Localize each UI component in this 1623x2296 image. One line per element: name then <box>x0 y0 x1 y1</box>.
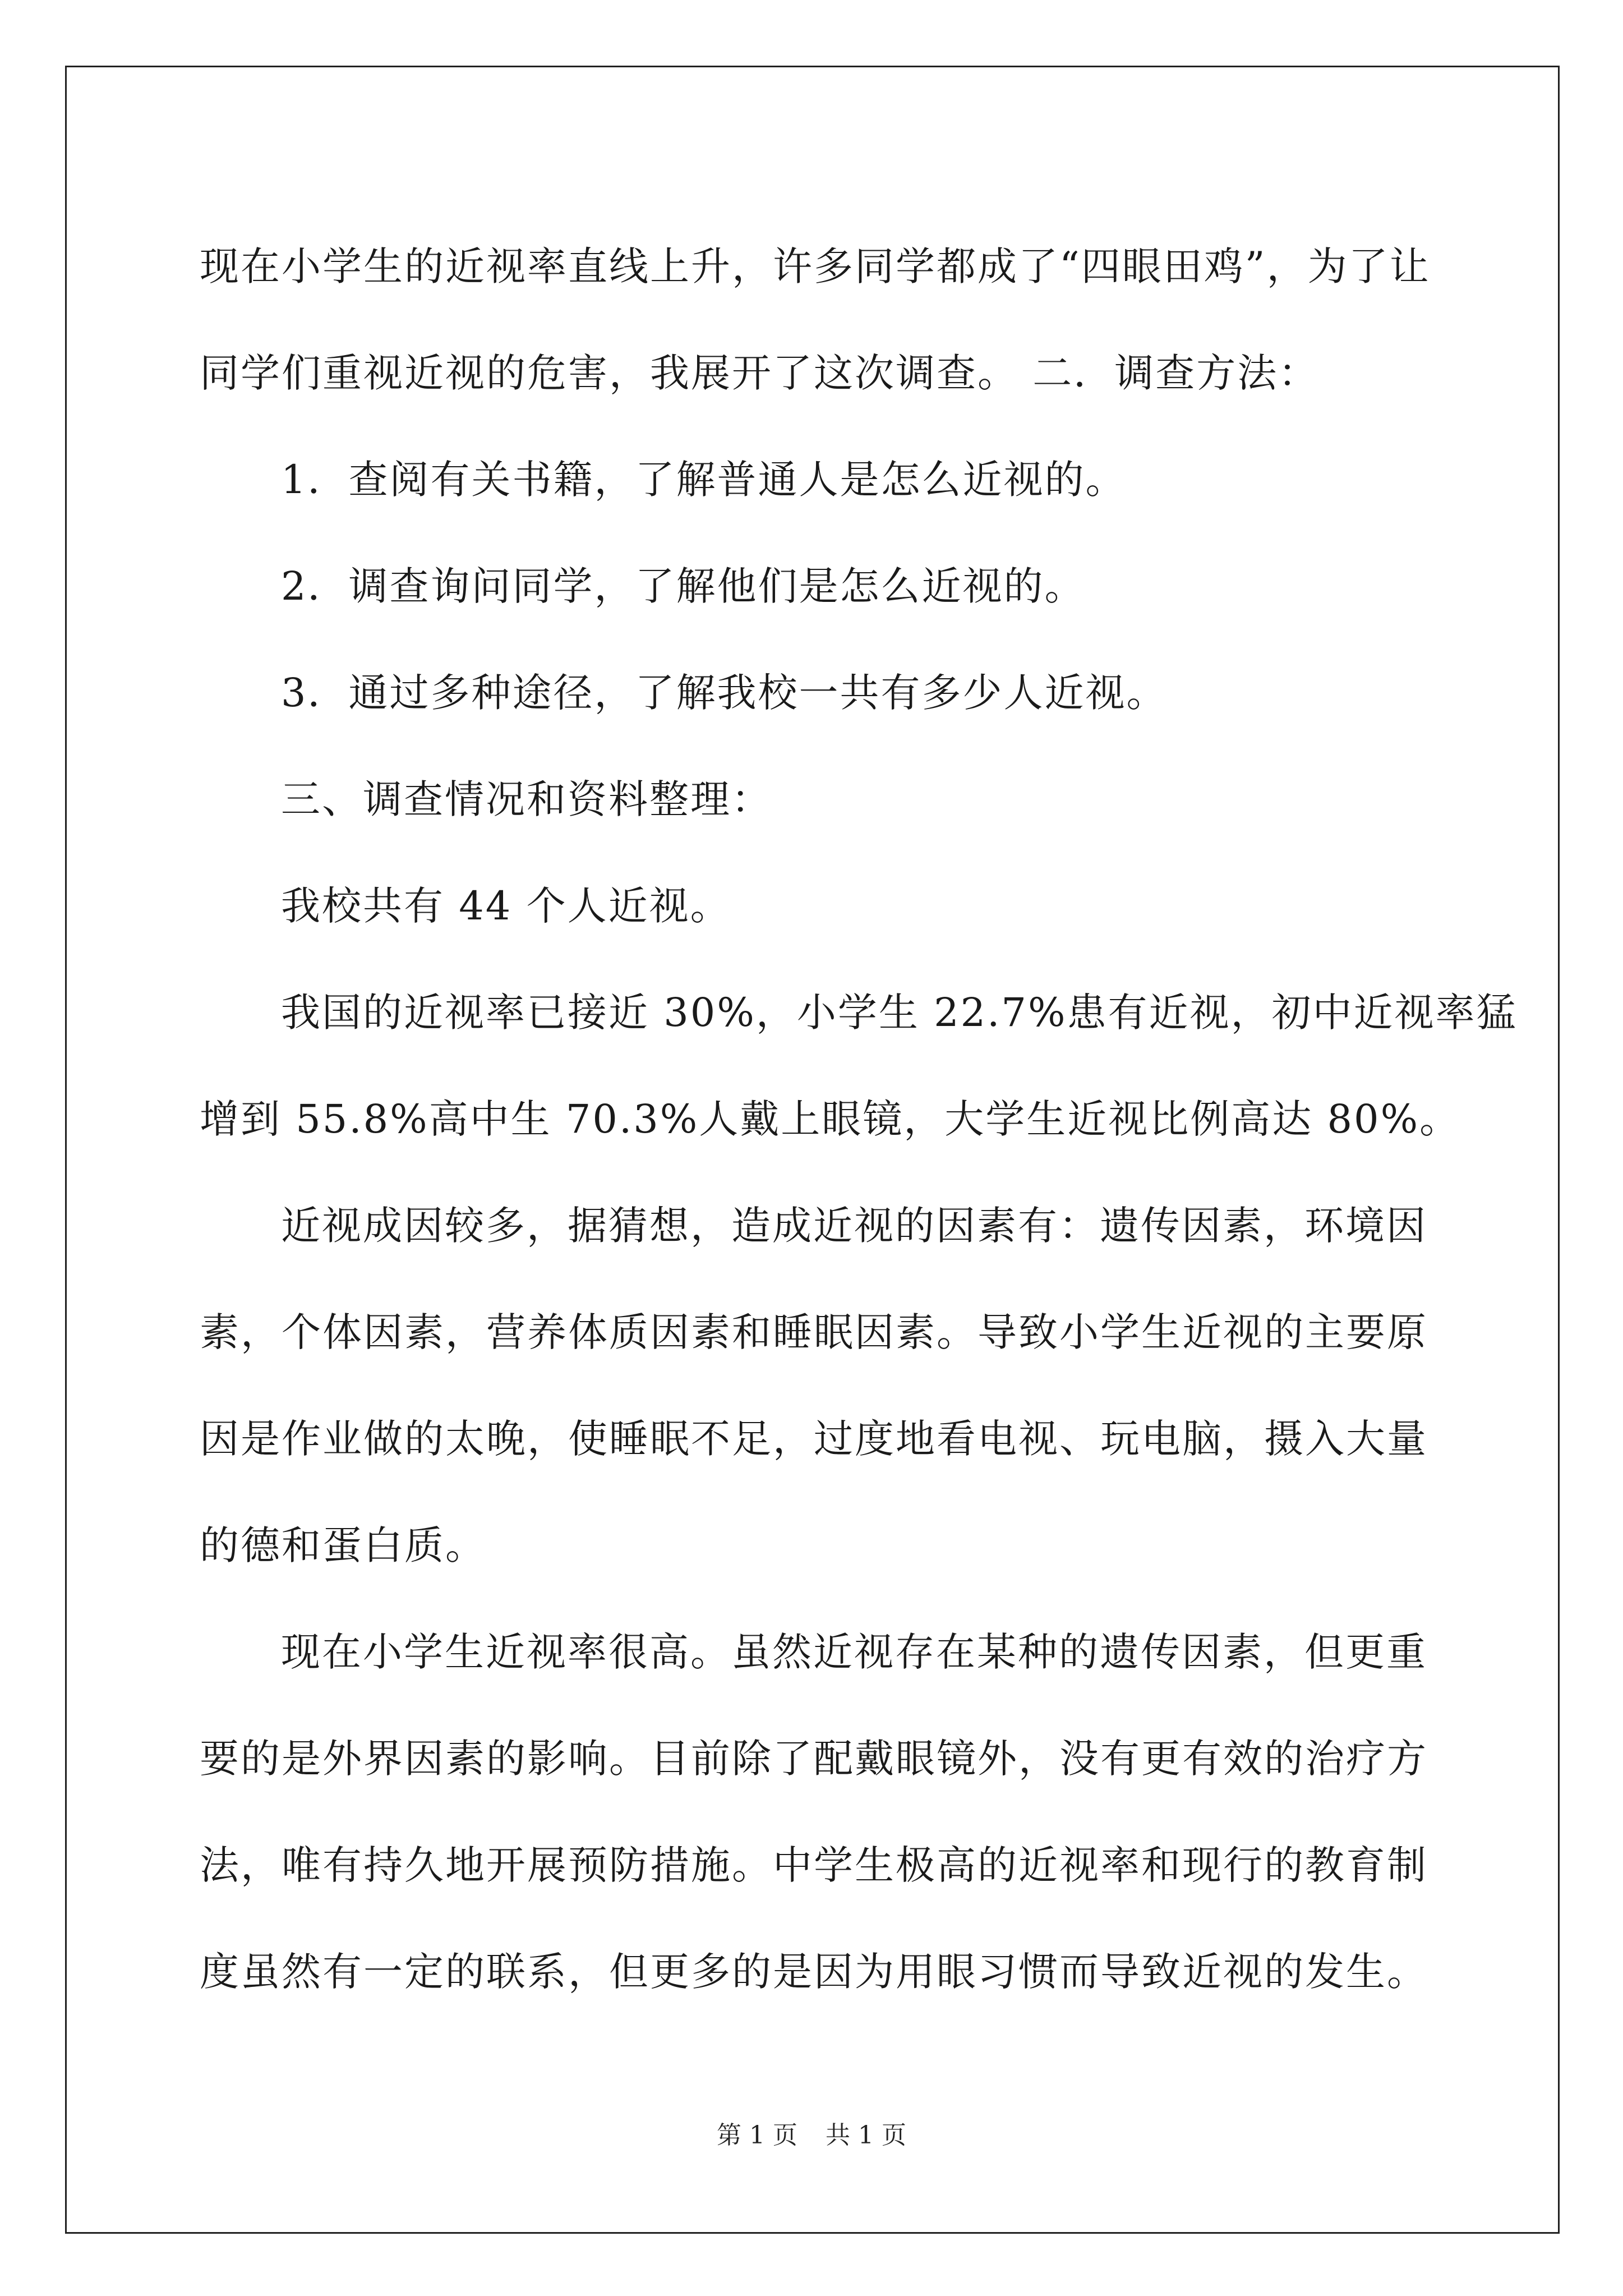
text-line: 同学们重视近视的危害，我展开了这次调查。 二．调查方法： <box>200 350 1320 396</box>
text-line: 素，个体因素，营养体质因素和睡眠因素。导致小学生近视的主要原 <box>200 1309 1428 1355</box>
section-heading: 三、调查情况和资料整理： <box>281 776 772 822</box>
document-body <box>200 213 1518 2025</box>
text-line: 增到 55.8%高中生 70.3%人戴上眼镜，大学生近视比例高达 80%。 <box>200 1096 1461 1142</box>
list-item: 2．调查询问同学，了解他们是怎么近视的。 <box>281 563 1086 609</box>
text-line: 我国的近视率已接近 30%，小学生 22.7%患有近视，初中近视率猛 <box>281 990 1518 1036</box>
text-line: 度虽然有一定的联系，但更多的是因为用眼习惯而导致近视的发生。 <box>200 1949 1428 1995</box>
text-line: 法，唯有持久地开展预防措施。中学生极高的近视率和现行的教育制 <box>200 1842 1428 1888</box>
page-number-current: 第 1 页 <box>717 2121 797 2150</box>
page-number-total: 共 1 页 <box>826 2121 906 2150</box>
text-line: 近视成因较多，据猜想，造成近视的因素有：遗传因素，环境因 <box>281 1203 1427 1249</box>
list-item: 3．通过多种途径，了解我校一共有多少人近视。 <box>281 670 1168 716</box>
page-footer <box>0 2115 1623 2151</box>
text-line: 要的是外界因素的影响。目前除了配戴眼镜外，没有更有效的治疗方 <box>200 1736 1428 1782</box>
list-item: 1．查阅有关书籍，了解普通人是怎么近视的。 <box>281 457 1127 503</box>
text-line: 因是作业做的太晚，使睡眠不足，过度地看电视、玩电脑，摄入大量 <box>200 1416 1428 1462</box>
text-line: 现在小学生的近视率直线上升，许多同学都成了“四眼田鸡”，为了让 <box>200 243 1431 289</box>
text-line: 现在小学生近视率很高。虽然近视存在某种的遗传因素，但更重 <box>281 1629 1427 1675</box>
text-line: 的德和蛋白质。 <box>200 1522 486 1568</box>
text-line: 我校共有 44 个人近视。 <box>281 883 731 929</box>
